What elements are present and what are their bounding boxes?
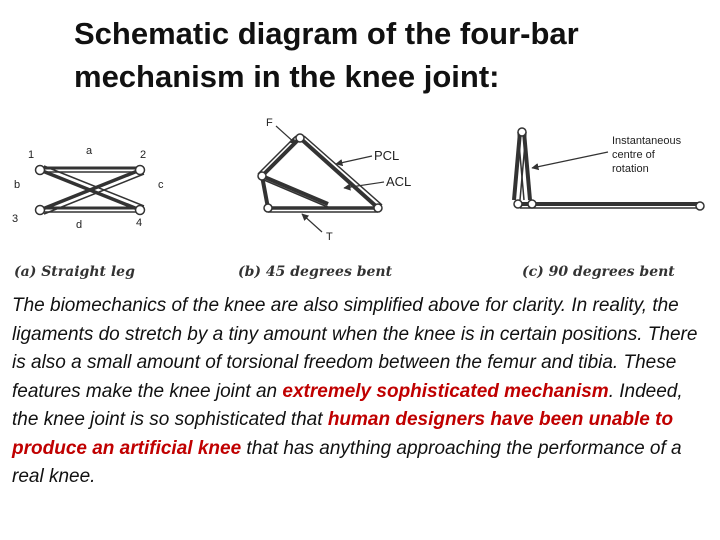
four-bar-diagram — [0, 108, 720, 288]
body-text-3: that has anything approaching the performance of a real knee. — [12, 437, 682, 487]
panel-b-45-degrees — [258, 126, 384, 232]
highlight-artificial-knee: human designers have been unable to produce an artificial knee — [12, 409, 674, 459]
pivot-4 — [136, 206, 145, 215]
pivot-2 — [136, 166, 145, 175]
body-text-2: . Indeed, the knee joint is so sophisticated that — [12, 380, 683, 430]
label-b: b — [14, 179, 21, 191]
acl-bar — [262, 176, 328, 204]
panel-a-straight-leg — [36, 166, 145, 215]
slide-title — [74, 12, 704, 98]
arrow-t — [302, 214, 322, 232]
slide-title-line-1: Schematic diagram of the four-bar — [74, 16, 579, 51]
label-t: T — [326, 231, 333, 243]
arrow-f — [276, 126, 296, 144]
label-4: 4 — [136, 217, 143, 229]
label-instantaneous: Instantaneous — [612, 135, 682, 147]
label-1: 1 — [28, 149, 35, 161]
highlight-sophisticated-mechanism: extremely sophisticated mechanism — [282, 380, 609, 402]
label-pcl: PCL — [374, 148, 400, 163]
pivot-1 — [36, 166, 45, 175]
label-c: c — [158, 179, 164, 191]
label-3: 3 — [12, 213, 19, 225]
label-f: F — [266, 117, 273, 129]
pivot-3 — [36, 206, 45, 215]
slide-title-line-2: mechanism in the knee joint: — [74, 59, 500, 94]
vertical-bar-2 — [524, 132, 530, 200]
body-paragraph — [12, 292, 712, 492]
label-acl: ACL — [386, 174, 412, 189]
label-d: d — [76, 219, 83, 231]
femur-bar — [262, 138, 300, 176]
arrow-centre-of-rotation — [532, 152, 608, 168]
label-rotation: rotation — [612, 163, 649, 175]
body-text-1: The biomechanics of the knee are also simplified above for clarity. In reality, the ligaments do stretch by a tiny amount when the knee is in certain positions. There is also a small amount of torsional freedom between the femur and tibia. These features make the knee joint an — [12, 295, 698, 402]
label-a: a — [86, 145, 93, 157]
four-bar-mechanism-figure — [0, 108, 720, 288]
arrow-pcl — [336, 156, 372, 164]
caption-b: (b) 45 degrees bent — [238, 264, 393, 280]
label-centre-of: centre of — [612, 149, 655, 161]
caption-a: (a) Straight leg — [14, 264, 135, 280]
caption-c: (c) 90 degrees bent — [522, 264, 675, 280]
label-2: 2 — [140, 149, 147, 161]
